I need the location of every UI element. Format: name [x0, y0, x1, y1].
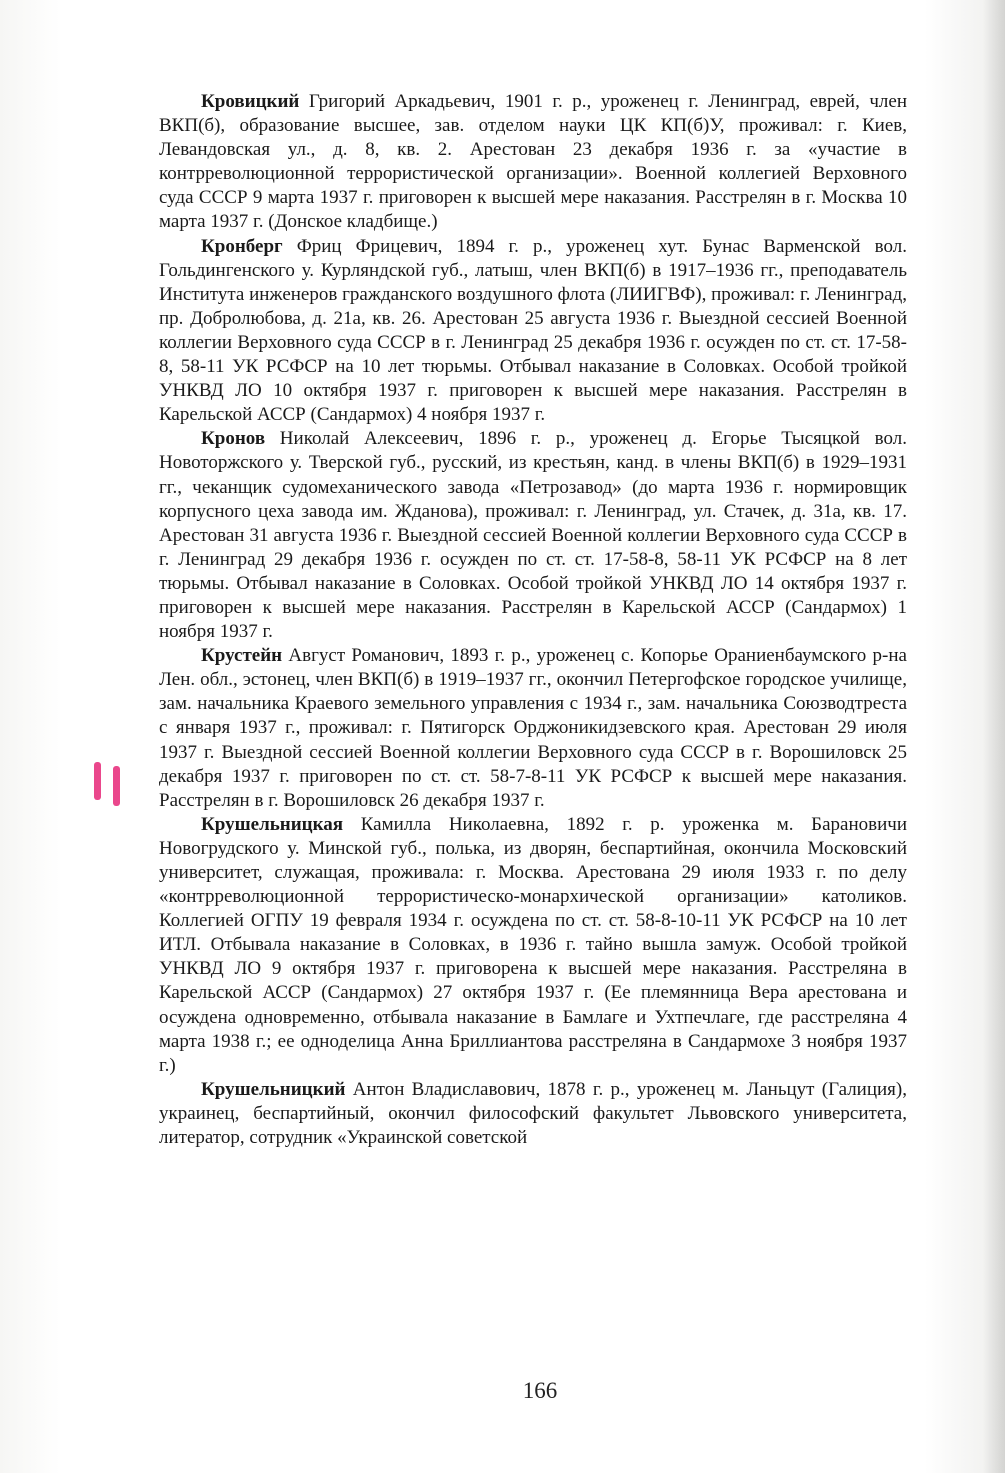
- entry-krovitsky: [159, 90, 907, 235]
- body-text: [159, 90, 907, 1150]
- page-edge-shadow: [983, 0, 1005, 1473]
- entry-text: Николай Алексеевич, 1896 г. р., уроженец д. Егорье Тысяцкой вол. Новоторжского у. Тверской губ., русский, из крестьян, канд. в члены ВКП(б) в 1929–1931 гг., чеканщик судомеханического завода «Петрозавод» (до марта 1936 г. нормировщик корпусного цеха завода им. Жданова), проживал: г. Ленинград, ул. Стачек, д. 31а, кв. 17. Арестован 31 августа 1936 г. Выездной сессией Военной коллегии Верховного суда СССР в г. Ленинград 29 декабря 1936 г. осужден по ст. ст. 17-58-8, 58-11 УК РСФСР на 8 лет тюрьмы. Отбывал наказание в Соловках. Особой тройкой УНКВД ЛО 14 октября 1937 г. приговорен к высшей мере наказания. Расстрелян в Карельской АССР (Сандармох) 1 ноября 1937 г.: [159, 428, 907, 643]
- entry-krustein: [159, 644, 907, 813]
- entry-surname: Кронберг: [201, 235, 283, 257]
- entry-surname: Кронов: [201, 428, 266, 450]
- entry-surname: Крустейн: [201, 645, 283, 667]
- margin-pen-mark: [113, 766, 120, 806]
- entry-surname: Крушельницкий: [201, 1078, 346, 1100]
- entry-surname: Крушельницкая: [201, 813, 344, 835]
- entry-kronov: [159, 427, 907, 644]
- entry-text: Август Романович, 1893 г. р., уроженец с. Копорье Ораниенбаумского р-на Лен. обл., эстонец, член ВКП(б) в 1919–1937 гг., окончил Петергофское городское училище, зам. начальника Краевого земельного управления с 1934 г., зам. начальника Союзводтреста с января 1937 г., проживал: г. Пятигорск Орджоникидзевского края. Арестован 29 июля 1937 г. Выездной сессией Военной коллегии Верховного суда СССР в г. Ворошиловск 25 декабря 1937 г. приговорен по ст. ст. 58-7-8-11 УК РСФСР к высшей мере наказания. Расстрелян в г. Ворошиловск 26 декабря 1937 г.: [159, 645, 907, 811]
- entry-surname: Кровицкий: [201, 91, 300, 112]
- page-number: 166: [522, 1378, 558, 1403]
- entry-krushelnitskaya: [159, 813, 907, 1078]
- entry-text: Антон Владиславович, 1878 г. р., уроженец м. Ланьцут (Галиция), украинец, беспартийный, окончил философский факультет Львовского университета, литератор, сотрудник «Украинской советской: [159, 1078, 907, 1149]
- entry-kronberg: [159, 235, 907, 428]
- entry-krushelnitsky: [159, 1078, 907, 1150]
- entry-text: Григорий Аркадьевич, 1901 г. р., уроженец г. Ленинград, еврей, член ВКП(б), образование высшее, зав. отделом науки ЦК КП(б)У, проживал: г. Киев, Левандовская ул., д. 8, кв. 2. Арестован 23 декабря 1936 г. за «участие в контрреволюционной террористической организации». Военной коллегией Верховного суда СССР 9 марта 1937 г. приговорен к высшей мере наказания. Расстрелян в г. Москва 10 марта 1937 г. (Донское кладбище.): [159, 91, 907, 233]
- entry-text: Камилла Николаевна, 1892 г. р. уроженка м. Барановичи Новогрудского у. Минской губ., полька, из дворян, беспартийная, окончила Московский университет, служащая, проживала: г. Москва. Арестована 29 июля 1933 г. по делу «контрреволюционной террористическо-монархической организации» католиков. Коллегией ОГПУ 19 февраля 1934 г. осуждена по ст. ст. 58-8-10-11 УК РСФСР на 10 лет ИТЛ. Отбывала наказание в Соловках, в 1936 г. тайно вышла замуж. Особой тройкой УНКВД ЛО 9 октября 1937 г. приговорена к высшей мере наказания. Расстреляна в Карельской АССР (Сандармох) 27 октября 1937 г. (Ее племянница Вера арестована и осуждена одновременно, отбывала наказание в Бамлаге и Ухтпечлаге, где расстреляна 4 марта 1938 г.; ее одноделица Анна Бриллиантова расстреляна в Сандармохе 3 ноября 1937 г.): [159, 813, 907, 1076]
- margin-pen-mark: [94, 762, 101, 800]
- entry-text: Фриц Фрицевич, 1894 г. р., уроженец хут. Бунас Варменской вол. Гольдингенского у. Курляндской губ., латыш, член ВКП(б) в 1917–1936 гг., преподаватель Института инженеров гражданского воздушного флота (ЛИИГВФ), проживал: г. Ленинград, пр. Добролюбова, д. 21а, кв. 26. Арестован 25 августа 1936 г. Выездной сессией Военной коллегии Верховного суда СССР в г. Ленинград 25 декабря 1936 г. осужден по ст. ст. 17-58-8, 58-11 УК РСФСР на 10 лет тюрьмы. Отбывал наказание в Соловках. Особой тройкой УНКВД ЛО 10 октября 1937 г. приговорен к высшей мере наказания. Расстрелян в Карельской АССР (Сандармох) 4 ноября 1937 г.: [159, 235, 907, 426]
